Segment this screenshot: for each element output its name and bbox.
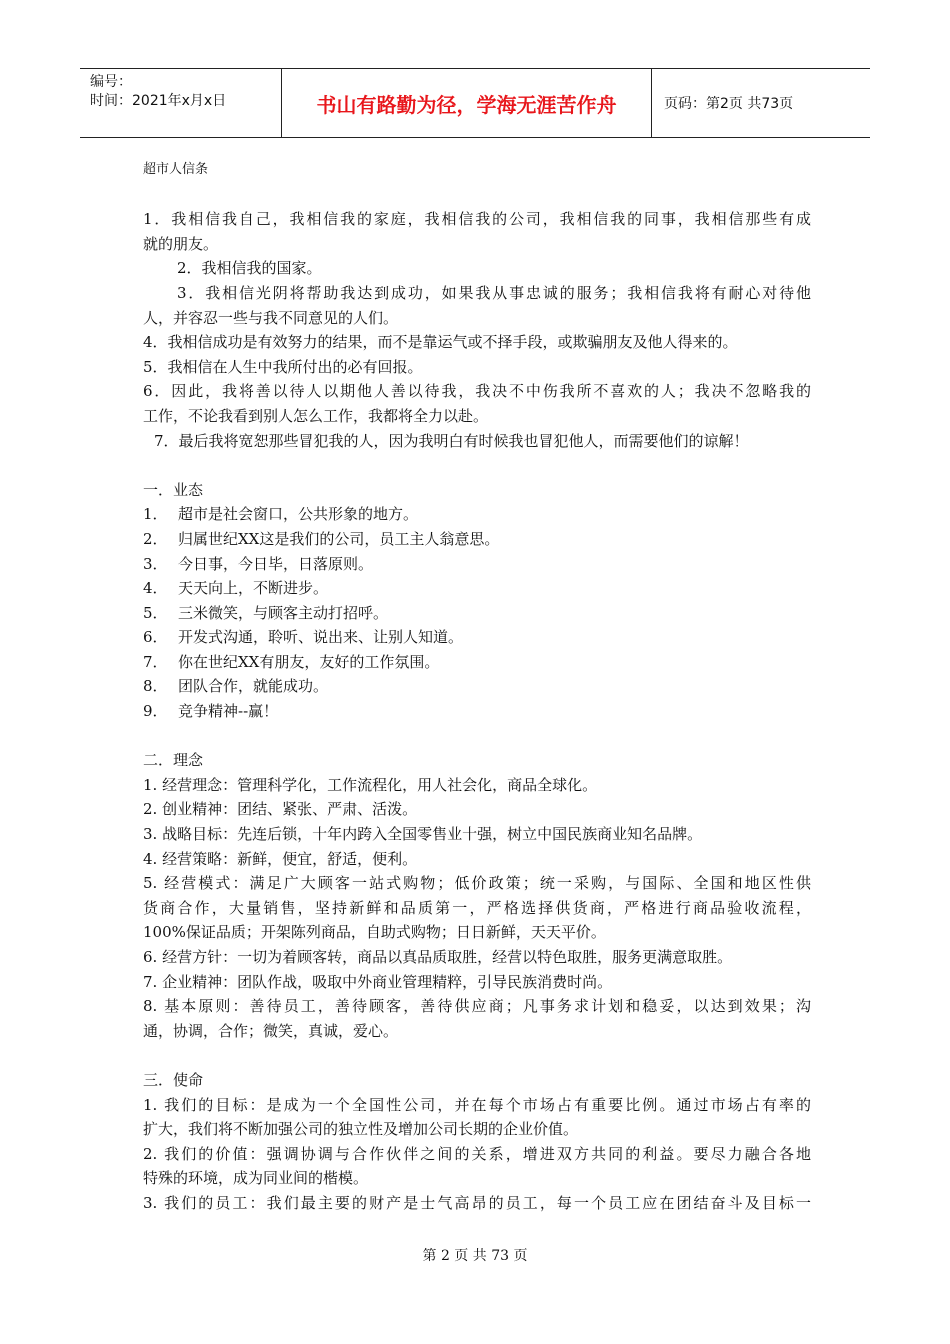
spacer bbox=[143, 1043, 811, 1068]
paragraph-line: 8. 基本原则：善待员工，善待顾客，善待供应商；凡事务求计划和稳妥，以达到效果；沟 bbox=[143, 997, 811, 1016]
section-heading: 三．使命 bbox=[143, 1070, 204, 1089]
paragraph-line: 货商合作，大量销售，坚持新鲜和品质第一，严格选择供货商，严格进行商品验收流程， bbox=[143, 898, 811, 917]
list-number: 4． bbox=[143, 579, 168, 598]
creed-line: 4．我相信成功是有效努力的结果，而不是靠运气或不择手段，或欺骗朋友及他人得来的。 bbox=[143, 333, 738, 352]
list-number: 7． bbox=[143, 652, 168, 671]
paragraph-line: 3. 我们的员工：我们最主要的财产是士气高昂的员工，每一个员工应在团结奋斗及目标一 bbox=[143, 1193, 811, 1212]
list-item bbox=[143, 576, 811, 601]
spacer bbox=[143, 724, 811, 749]
list-item bbox=[143, 674, 811, 699]
paragraph-line: 1. 我们的目标：是成为一个全国性公司，并在每个市场占有重要比例。通过市场占有率的 bbox=[143, 1095, 811, 1114]
list-item bbox=[143, 699, 811, 724]
spacer bbox=[143, 183, 811, 208]
list-item bbox=[143, 552, 811, 577]
header-meta bbox=[80, 69, 282, 137]
creed-line: 6．因此，我将善以待人以期他人善以待我，我决不中伤我所不喜欢的人；我决不忽略我的 bbox=[143, 382, 811, 401]
header-number-label: 编号： bbox=[90, 74, 132, 90]
doc-title: 超市人信条 bbox=[143, 162, 209, 177]
list-number: 3． bbox=[143, 554, 168, 573]
paragraph-line: 2. 我们的价值：强调协调与合作伙伴之间的关系，增进双方共同的利益。要尽力融合各地 bbox=[143, 1144, 811, 1163]
section-heading: 二．理念 bbox=[143, 751, 204, 770]
list-number: 9． bbox=[143, 702, 168, 721]
list-item bbox=[143, 502, 811, 527]
creed-line: 7．最后我将宽恕那些冒犯我的人，因为我明白有时候我也冒犯他人，而需要他们的谅解！ bbox=[154, 431, 749, 450]
creed-line: 人，并容忍一些与我不同意见的人们。 bbox=[143, 308, 399, 327]
list-item bbox=[143, 625, 811, 650]
spacer bbox=[143, 453, 811, 478]
header-motto: 书山有路勤为径，学海无涯苦作舟 bbox=[282, 69, 652, 137]
list-text: 团队合作，就能成功。 bbox=[178, 677, 329, 696]
paragraph-line: 通，协调，合作；微笑，真诚，爱心。 bbox=[143, 1021, 399, 1040]
document-body bbox=[143, 158, 811, 1216]
section-heading: 一．业态 bbox=[143, 480, 204, 499]
list-number: 5． bbox=[143, 603, 168, 622]
creed-line: 3．我相信光阴将帮助我达到成功，如果我从事忠诚的服务；我相信我将有耐心对待他 bbox=[177, 283, 811, 302]
creed-line: 就的朋友。 bbox=[143, 234, 219, 253]
paragraph-line: 1. 经营理念：管理科学化，工作流程化，用人社会化，商品全球化。 bbox=[143, 775, 598, 794]
list-item bbox=[143, 527, 811, 552]
header-time-label: 时间：2021年x月x日 bbox=[90, 93, 227, 109]
list-text: 归属世纪XX这是我们的公司，员工主人翁意思。 bbox=[178, 529, 500, 548]
paragraph-line: 5. 经营模式：满足广大顾客一站式购物；低价政策；统一采购，与国际、全国和地区性供 bbox=[143, 874, 811, 893]
list-number: 8． bbox=[143, 677, 168, 696]
paragraph-line: 扩大，我们将不断加强公司的独立性及增加公司长期的企业价值。 bbox=[143, 1120, 579, 1139]
creed-line: 5．我相信在人生中我所付出的必有回报。 bbox=[143, 357, 423, 376]
list-text: 三米微笑，与顾客主动打招呼。 bbox=[178, 603, 389, 622]
paragraph-line: 100%保证品质；开架陈列商品，自助式购物；日日新鲜，天天平价。 bbox=[143, 923, 606, 942]
paragraph-line: 3. 战略目标：先连后锁，十年内跨入全国零售业十强，树立中国民族商业知名品牌。 bbox=[143, 825, 703, 844]
paragraph-line: 特殊的环境，成为同业间的楷模。 bbox=[143, 1169, 369, 1188]
page-header bbox=[80, 68, 870, 138]
creed-line: 2．我相信我的国家。 bbox=[177, 259, 322, 278]
creed-line: 1．我相信我自己，我相信我的家庭，我相信我的公司，我相信我的同事，我相信那些有成 bbox=[143, 210, 811, 229]
list-text: 超市是社会窗口，公共形象的地方。 bbox=[178, 505, 419, 524]
paragraph-line: 2. 创业精神：团结、紧张、严肃、活泼。 bbox=[143, 800, 418, 819]
header-page-info: 页码：第2页 共73页 bbox=[664, 96, 794, 112]
list-item bbox=[143, 601, 811, 626]
list-number: 6． bbox=[143, 628, 168, 647]
list-item bbox=[143, 650, 811, 675]
list-text: 开发式沟通，聆听、说出来、让别人知道。 bbox=[178, 628, 464, 647]
list-number: 1． bbox=[143, 505, 168, 524]
list-text: 天天向上，不断进步。 bbox=[178, 579, 329, 598]
list-text: 你在世纪XX有朋友，友好的工作氛围。 bbox=[178, 652, 440, 671]
creed-line: 工作，不论我看到别人怎么工作，我都将全力以赴。 bbox=[143, 406, 489, 425]
paragraph-line: 6. 经营方针：一切为着顾客转，商品以真品质取胜，经营以特色取胜，服务更满意取胜。 bbox=[143, 948, 733, 966]
list-text: 竞争精神--赢！ bbox=[178, 702, 279, 721]
list-text: 今日事，今日毕，日落原则。 bbox=[178, 554, 374, 573]
page-footer: 第 2 页 共 73 页 bbox=[422, 1248, 528, 1264]
list-number: 2． bbox=[143, 529, 168, 548]
paragraph-line: 7. 企业精神：团队作战，吸取中外商业管理精粹，引导民族消费时尚。 bbox=[143, 972, 613, 991]
paragraph-line: 4. 经营策略：新鲜，便宜，舒适，便利。 bbox=[143, 849, 418, 868]
